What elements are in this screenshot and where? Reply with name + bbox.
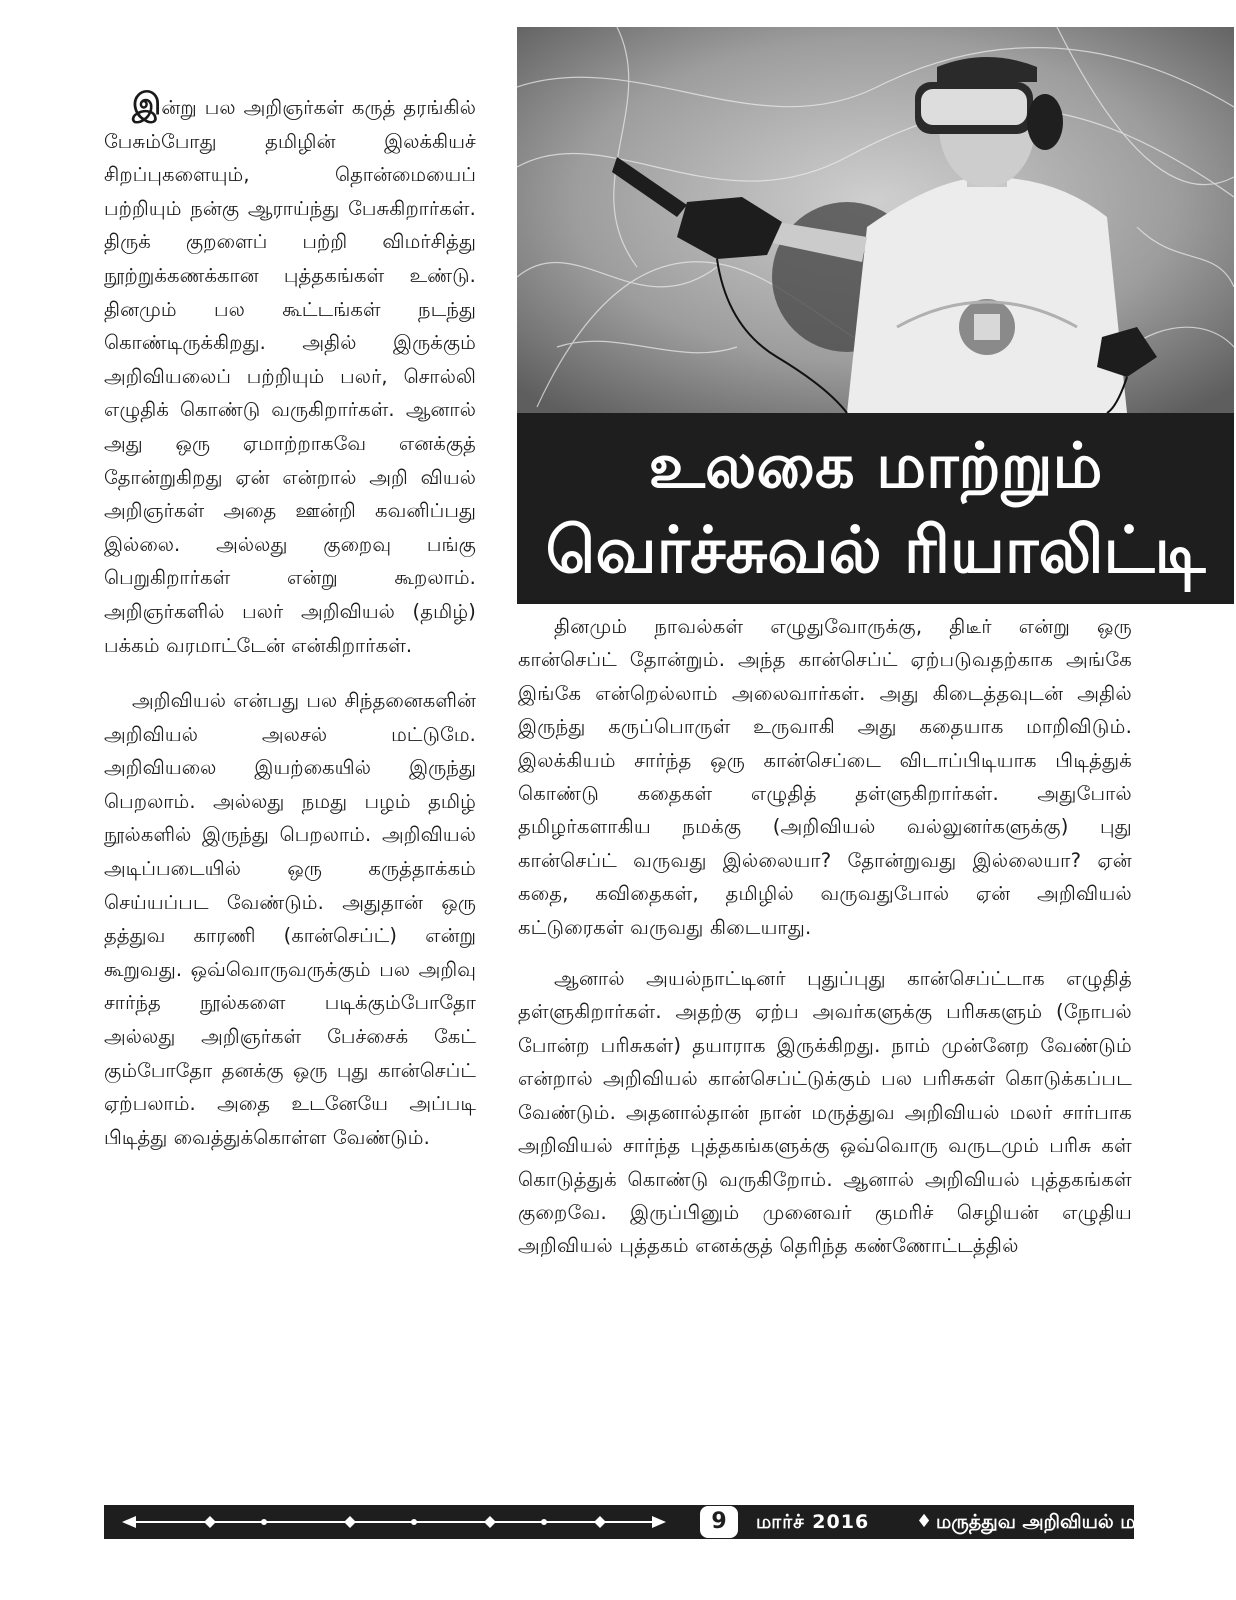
footer-separator-icon: ♦ [916,1511,933,1532]
right-paragraph-2: ஆனால் அயல்நாட்டினர் புதுப்புது கான்செப்ட்டாக எழுதித் தள்ளுகிறார்கள். அதற்கு ஏற்ப அவர்களுக்கு பரிசுகளும் (நோபல் போன்ற பரிசுகள்) தயாராக இருக்கிறது. நாம் முன்னேற வேண்டும் என்றால் அறிவியல் கான்செப்ட்டுக்கும் பல பரிசுகள் கொடுக்கப்பட வேண்டும். அதனால்தான் நான் மருத்துவ அறிவியல் மலர் சார்பாக அறிவியல் சார்ந்த புத்தகங்களுக்கு ஒவ்வொரு வருடமும் பரிசு கள் கொடுத்துக் கொண்டு வருகிறோம். ஆனால் அறிவியல் புத்தகங்கள் குறைவே. இருப்பினும் முனைவர் குமரிச் செழியன் எழுதிய அறிவியல் புத்தகம் எனக்குத் தெரிந்த கண்ணோட்டத்தில் [518,967,1132,1258]
right-paragraph-1: தினமும் நாவல்கள் எழுதுவோருக்கு, திடீர் என்று ஒரு கான்செப்ட் தோன்றும். அந்த கான்செப்ட் ஏற்படுவதற்காக அங்கே இங்கே என்றெல்லாம் அலைவார்கள். அது கிடைத்தவுடன் அதில் இருந்து கருப்பொருள் உருவாகி அது கதையாக மாறிவிடும். இலக்கியம் சார்ந்த ஒரு கான்செப்டை விடாப்பிடியாக பிடித்துக் கொண்டு கதைகள் எழுதித் தள்ளுகிறார்கள். அதுபோல் தமிழர்களாகிய நமக்கு (அறிவியல் வல்லுனர்களுக்கு) புது கான்செப்ட் வருவது இல்லையா? தோன்றுவது இல்லையா? ஏன் கதை, கவிதைகள், தமிழில் வருவதுபோல் ஏன் அறிவியல் கட்டுரைகள் வருவது கிடையாது. [518,615,1132,939]
left-column [104,87,476,1176]
issue-date: மார்ச் 2016 [756,1511,870,1533]
footer-ornament-icon [114,1505,674,1539]
left-paragraph-1 [104,87,476,662]
page-number: 9 [700,1506,738,1538]
article-title-block [517,413,1234,604]
magazine-name: மருத்துவ அறிவியல் மலர் [936,1511,1162,1533]
page-footer [104,1505,1162,1539]
right-column [518,610,1132,1281]
left-paragraph-2: அறிவியல் என்பது பல சிந்தனைகளின் அறிவியல் அலசல் மட்டுமே. அறிவியலை இயற்கையில் இருந்து பெறலாம். அல்லது நமது பழம் தமிழ் நூல்களில் இருந்து பெறலாம். அறிவியல் அடிப்படையில் ஒரு கருத்தாக்கம் செய்யப்பட வேண்டும். அதுதான் ஒரு தத்துவ காரணி (கான்செப்ட்) என்று கூறுவது. ஒவ்வொருவருக்கும் பல அறிவு சார்ந்த நூல்களை படிக்கும்போதோ அல்லது அறிஞர்கள் பேச்சைக் கேட் கும்போதோ தனக்கு ஒரு புது கான்செப்ட் ஏற்பலாம். அதை உடனேயே அப்படி பிடித்து வைத்துக்கொள்ள வேண்டும். [104,689,476,1149]
vr-user-illustration [517,27,1234,413]
left-paragraph-1-text: ன்று பல அறிஞர்கள் கருத் தரங்கில் பேசும்போது தமிழின் இலக்கியச் சிறப்புகளையும், தொன்மையைப் பற்றியும் நன்கு ஆராய்ந்து பேசுகிறார்கள். திருக் குறளைப் பற்றி விமர்சித்து நூற்றுக்கணக்கான புத்தகங்கள் உண்டு. தினமும் பல கூட்டங்கள் நடந்து கொண்டிருக்கிறது. அதில் இருக்கும் அறிவியலைப் பற்றியும் பலர், சொல்லி எழுதிக் கொண்டு வருகிறார்கள். ஆனால் அது ஒரு ஏமாற்றாகவே எனக்குத் தோன்றுகிறது ஏன் என்றால் அறி வியல் அறிஞர்கள் அதை ஊன்றி கவனிப்பது இல்லை. அல்லது குறைவு பங்கு பெறுகிறார்கள் என்று கூறலாம். அறிஞர்களில் பலர் அறிவியல் (தமிழ்) பக்கம் வரமாட்டேன் என்கிறார்கள். [104,96,476,657]
article-title-line-1: உலகை மாற்றும் [648,429,1103,502]
article-title-line-2: வெர்ச்சுவல் ரியாலிட்டி [545,514,1206,588]
drop-cap: இ [132,87,162,122]
vr-headset-photo [517,27,1234,413]
